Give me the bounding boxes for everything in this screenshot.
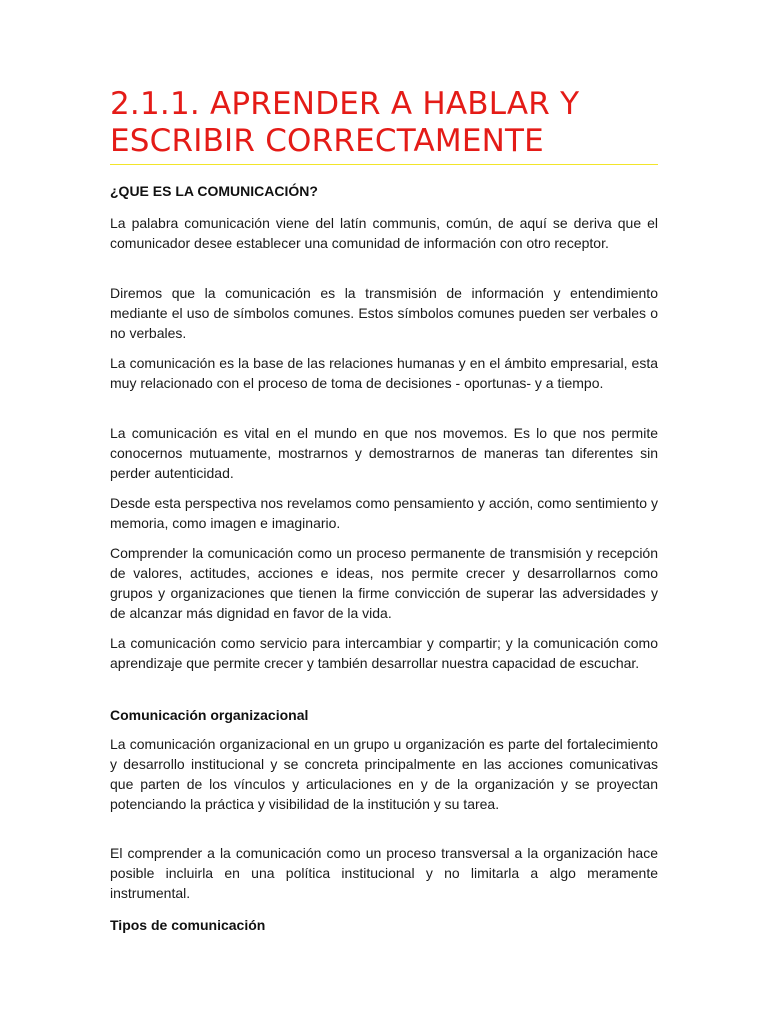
section-heading-que-es: ¿QUE ES LA COMUNICACIÓN?	[110, 183, 318, 199]
section-heading-organizacional: Comunicación organizacional	[110, 707, 309, 723]
paragraph-3: La comunicación es la base de las relaciones humanas y en el ámbito empresarial, esta muy relacionado con el proceso de toma de decisiones - oportunas- y a tiempo.	[110, 355, 658, 391]
paragraph-5: Desde esta perspectiva nos revelamos como pensamiento y acción, como sentimiento y memoria, como imagen e imaginario.	[110, 495, 658, 531]
paragraph-8: La comunicación organizacional en un grupo u organización es parte del fortalecimiento y desarrollo institucional y se concreta principalmente en las acciones comunicativas que parten de los vínculos y articulaciones en y de la organización y se proyectan potenciando la práctica y visibilidad de la institución y su tarea.	[110, 736, 658, 812]
page-title: 2.1.1. APRENDER A HABLAR Y ESCRIBIR CORRECTAMENTE	[110, 86, 580, 159]
paragraph-4: La comunicación es vital en el mundo en que nos movemos. Es lo que nos permite conocernos mutuamente, mostrarnos y demostrarnos de maneras tan diferentes sin perder autenticidad.	[110, 425, 658, 481]
paragraph-9: El comprender a la comunicación como un proceso transversal a la organización hace posible incluirla en una política institucional y no limitarla a algo meramente instrumental.	[110, 845, 658, 901]
section-heading-tipos: Tipos de comunicación	[110, 917, 266, 933]
paragraph-6: Comprender la comunicación como un proceso permanente de transmisión y recepción de valores, actitudes, acciones e ideas, nos permite crecer y desarrollarnos como grupos y organizaciones que tienen la firme convicción de superar las adversidades y de alcanzar más dignidad en favor de la vida.	[110, 545, 658, 621]
title-underline	[110, 164, 658, 165]
paragraph-1: La palabra comunicación viene del latín communis, común, de aquí se deriva que el comunicador desee establecer una comunidad de información con otro receptor.	[110, 215, 658, 251]
paragraph-2: Diremos que la comunicación es la transmisión de información y entendimiento mediante el uso de símbolos comunes. Estos símbolos comunes pueden ser verbales o no verbales.	[110, 285, 658, 341]
paragraph-7: La comunicación como servicio para intercambiar y compartir; y la comunicación como aprendizaje que permite crecer y también desarrollar nuestra capacidad de escuchar.	[110, 635, 658, 671]
